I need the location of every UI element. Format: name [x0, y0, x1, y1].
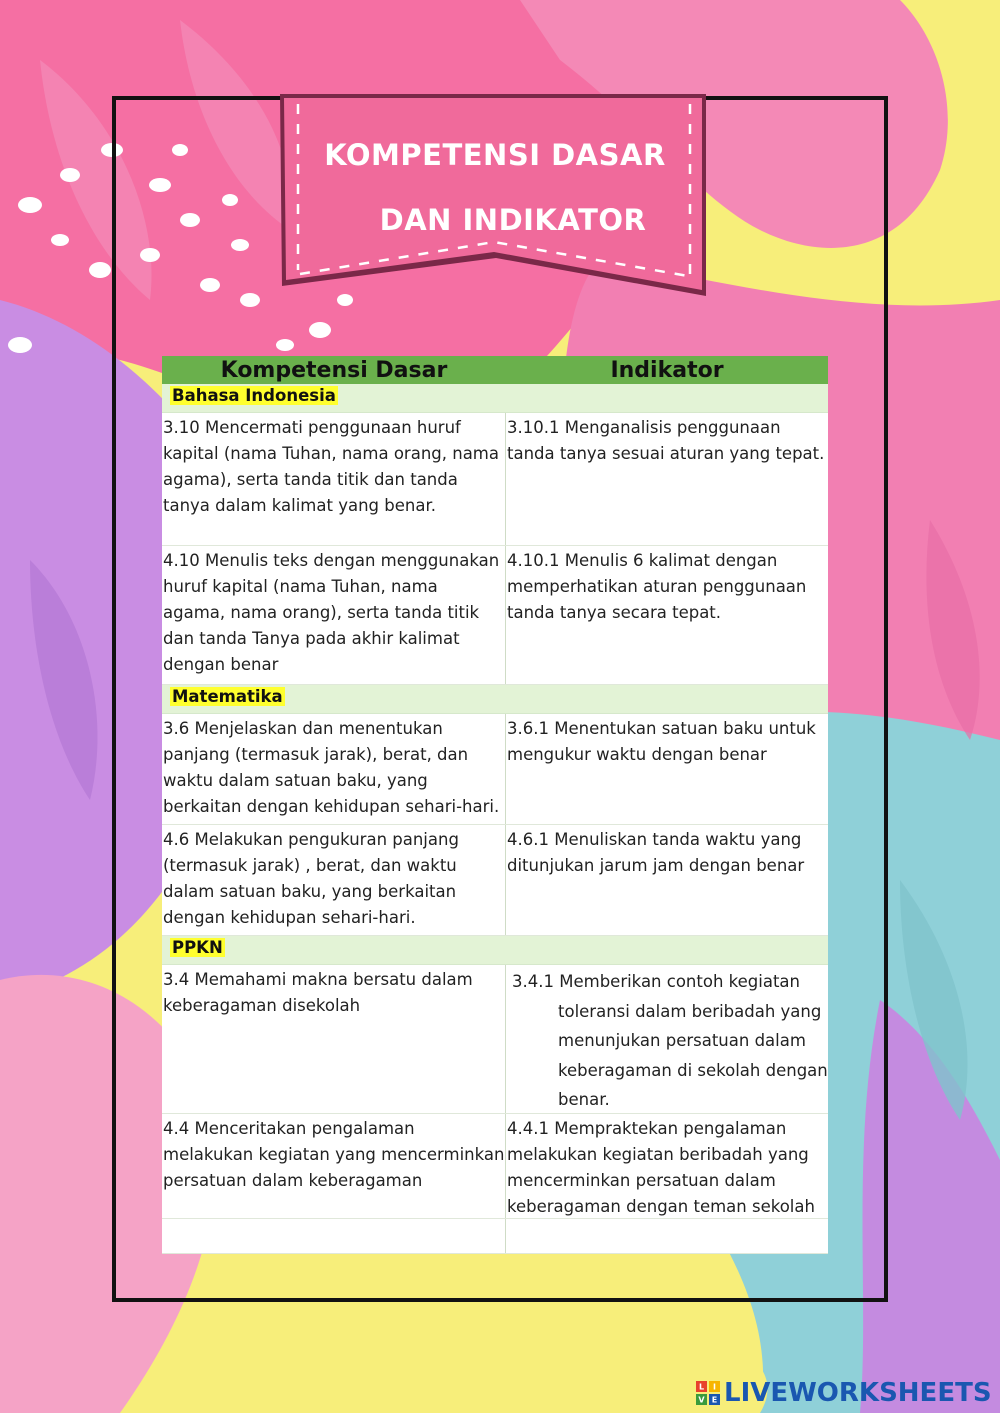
indicator-cell: 4.4.1 Mempraktekan pengalaman melakukan kegiatan beribadah yang mencerminkan persatuan dalam keberagaman dengan teman sekolah: [507, 1119, 815, 1216]
empty-cell: [162, 1219, 506, 1253]
kd-cell: 3.4 Memahami makna bersatu dalam keberagaman disekolah: [162, 965, 506, 1113]
header-indikator: Indikator: [610, 357, 724, 383]
header-kompetensi-dasar: Kompetensi Dasar: [220, 357, 448, 383]
table-row: [162, 965, 828, 1114]
table-header: [162, 356, 828, 384]
table-row: [162, 714, 828, 825]
kd-cell: 4.6 Melakukan pengukuran panjang (termasuk jarak) , berat, dan waktu dalam satuan baku, yang berkaitan dengan kehidupan sehari-hari.: [162, 825, 506, 935]
liveworksheets-logo-icon: [696, 1381, 720, 1405]
table-row: [162, 825, 828, 936]
subject-label: PPKN: [172, 938, 223, 957]
indicator-cell: 3.10.1 Menganalisis penggunaan tanda tanya sesuai aturan yang tepat.: [507, 418, 825, 463]
banner-title-line-2: DAN INDIKATOR: [379, 203, 647, 237]
logo-letter: I: [713, 1382, 716, 1392]
brand-name: LIVEWORKSHEETS: [724, 1378, 992, 1408]
kd-cell: 3.10 Mencermati penggunaan huruf kapital (nama Tuhan, nama orang, nama agama), serta tanda titik dan tanda tanya dalam kalimat yang benar.: [162, 413, 506, 545]
banner-title-line-1: KOMPETENSI DASAR: [324, 138, 666, 172]
empty-table-row: [162, 1219, 828, 1254]
indicator-cell: 3.4.1 Memberikan contoh kegiatan toleransi dalam beribadah yang menunjukan persatuan dalam keberagaman di sekolah dengan benar.: [512, 972, 828, 1109]
table-row: [162, 1114, 828, 1219]
title-banner: [276, 90, 710, 300]
indicator-cell: 3.6.1 Menentukan satuan baku untuk mengukur waktu dengan benar: [507, 719, 816, 764]
liveworksheets-logo: [696, 1378, 992, 1408]
subject-row: [162, 685, 828, 714]
subject-label: Matematika: [172, 687, 283, 706]
table-row: [162, 413, 828, 546]
kd-cell: 3.6 Menjelaskan dan menentukan panjang (termasuk jarak), berat, dan waktu dalam satuan baku, yang berkaitan dengan kehidupan sehari-hari.: [162, 714, 506, 824]
indicator-cell: 4.10.1 Menulis 6 kalimat dengan memperhatikan aturan penggunaan tanda tanya secara tepat.: [507, 551, 807, 622]
logo-letter: E: [711, 1395, 718, 1405]
logo-letter: L: [698, 1382, 705, 1392]
competency-table: [162, 356, 828, 1254]
subject-row: [162, 936, 828, 965]
subject-row: [162, 384, 828, 413]
kd-cell: 4.10 Menulis teks dengan menggunakan huruf kapital (nama Tuhan, nama agama, nama orang), serta tanda titik dan tanda Tanya pada akhir kalimat dengan benar: [162, 546, 506, 684]
logo-letter: V: [698, 1395, 705, 1405]
table-row: [162, 546, 828, 685]
indicator-cell: 4.6.1 Menuliskan tanda waktu yang ditunjukan jarum jam dengan benar: [507, 830, 805, 875]
kd-cell: 4.4 Menceritakan pengalaman melakukan kegiatan yang mencerminkan persatuan dalam keberagaman: [162, 1114, 506, 1218]
subject-label: Bahasa Indonesia: [172, 386, 336, 405]
empty-cell: [506, 1219, 828, 1253]
